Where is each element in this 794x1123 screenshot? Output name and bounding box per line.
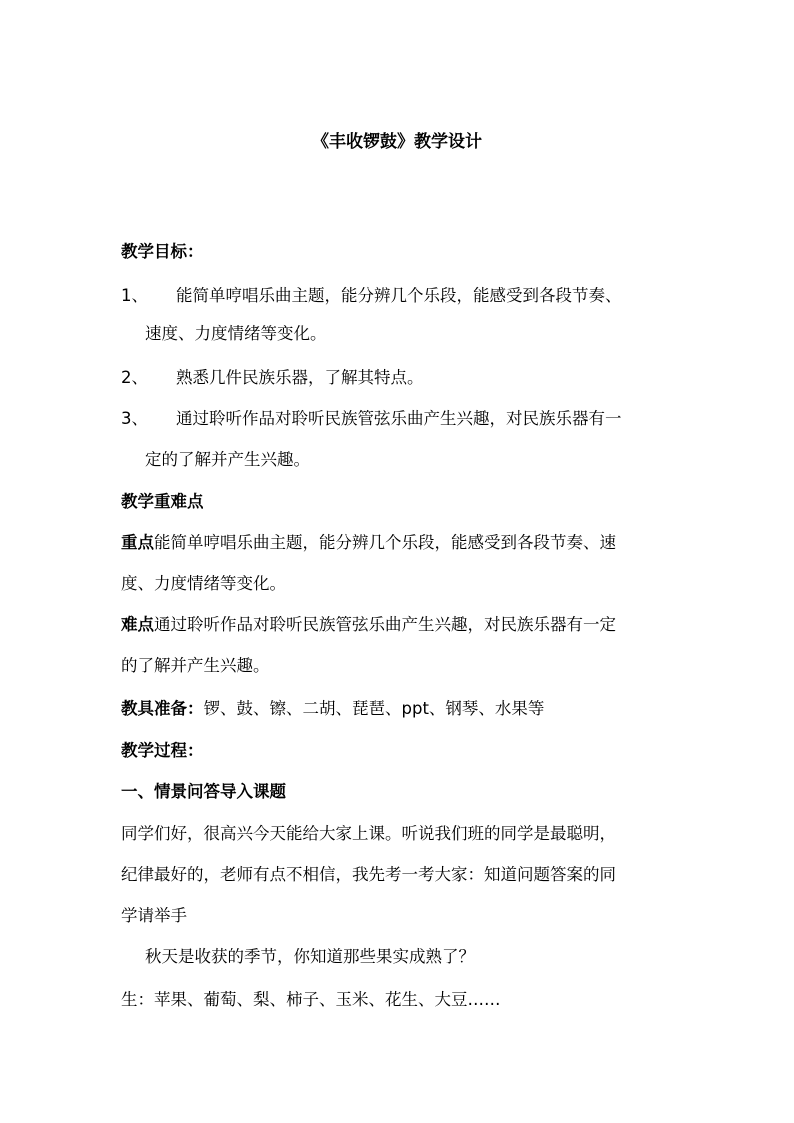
hard-point-continuation: 的了解并产生兴趣。	[121, 656, 270, 675]
key-points-heading: 教学重难点	[121, 492, 204, 511]
goal-text: 熟悉几件民族乐器，了解其特点。	[176, 368, 424, 387]
goal-text: 能简单哼唱乐曲主题，能分辨几个乐段，能感受到各段节奏、	[176, 286, 622, 305]
goal-number: 2、	[121, 368, 148, 387]
goal-item-2	[121, 366, 424, 390]
process-heading: 教学过程：	[121, 741, 204, 760]
goal-item-1-continuation: 速度、力度情绪等变化。	[145, 324, 327, 343]
key-point-continuation: 度、力度情绪等变化。	[121, 574, 286, 593]
paragraph-line: 学请举手	[121, 906, 187, 925]
goal-text: 通过聆听作品对聆听民族管弦乐曲产生兴趣，对民族乐器有一	[176, 409, 622, 428]
tools-text: 锣、鼓、镲、二胡、琵琶、ppt、钢琴、水果等	[203, 699, 545, 718]
key-point-label: 重点	[121, 533, 154, 552]
key-point-text: 能简单哼唱乐曲主题，能分辨几个乐段，能感受到各段节奏、速	[154, 533, 616, 552]
goal-number: 1、	[121, 286, 148, 305]
goals-heading: 教学目标：	[121, 242, 204, 261]
key-point-line	[121, 531, 616, 555]
tools-label: 教具准备：	[121, 699, 204, 718]
tools-line	[121, 697, 544, 721]
goal-item-3	[121, 407, 622, 431]
hard-point-line	[121, 613, 616, 637]
hard-point-text: 通过聆听作品对聆听民族管弦乐曲产生兴趣，对民族乐器有一定	[154, 615, 616, 634]
paragraph-line: 同学们好，很高兴今天能给大家上课。听说我们班的同学是最聪明，	[121, 824, 616, 843]
goal-item-1	[121, 284, 622, 308]
document-title: 《丰收锣鼓》教学设计	[312, 132, 482, 152]
goal-item-3-continuation: 定的了解并产生兴趣。	[145, 450, 310, 469]
goal-number: 3、	[121, 409, 148, 428]
paragraph-line: 纪律最好的，老师有点不相信，我先考一考大家：知道问题答案的同	[121, 865, 616, 884]
hard-point-label: 难点	[121, 615, 154, 634]
section-heading: 一、情景问答导入课题	[121, 782, 286, 801]
answer-line: 生：苹果、葡萄、梨、柿子、玉米、花生、大豆……	[121, 990, 501, 1009]
question-line: 秋天是收获的季节，你知道那些果实成熟了？	[145, 947, 475, 966]
